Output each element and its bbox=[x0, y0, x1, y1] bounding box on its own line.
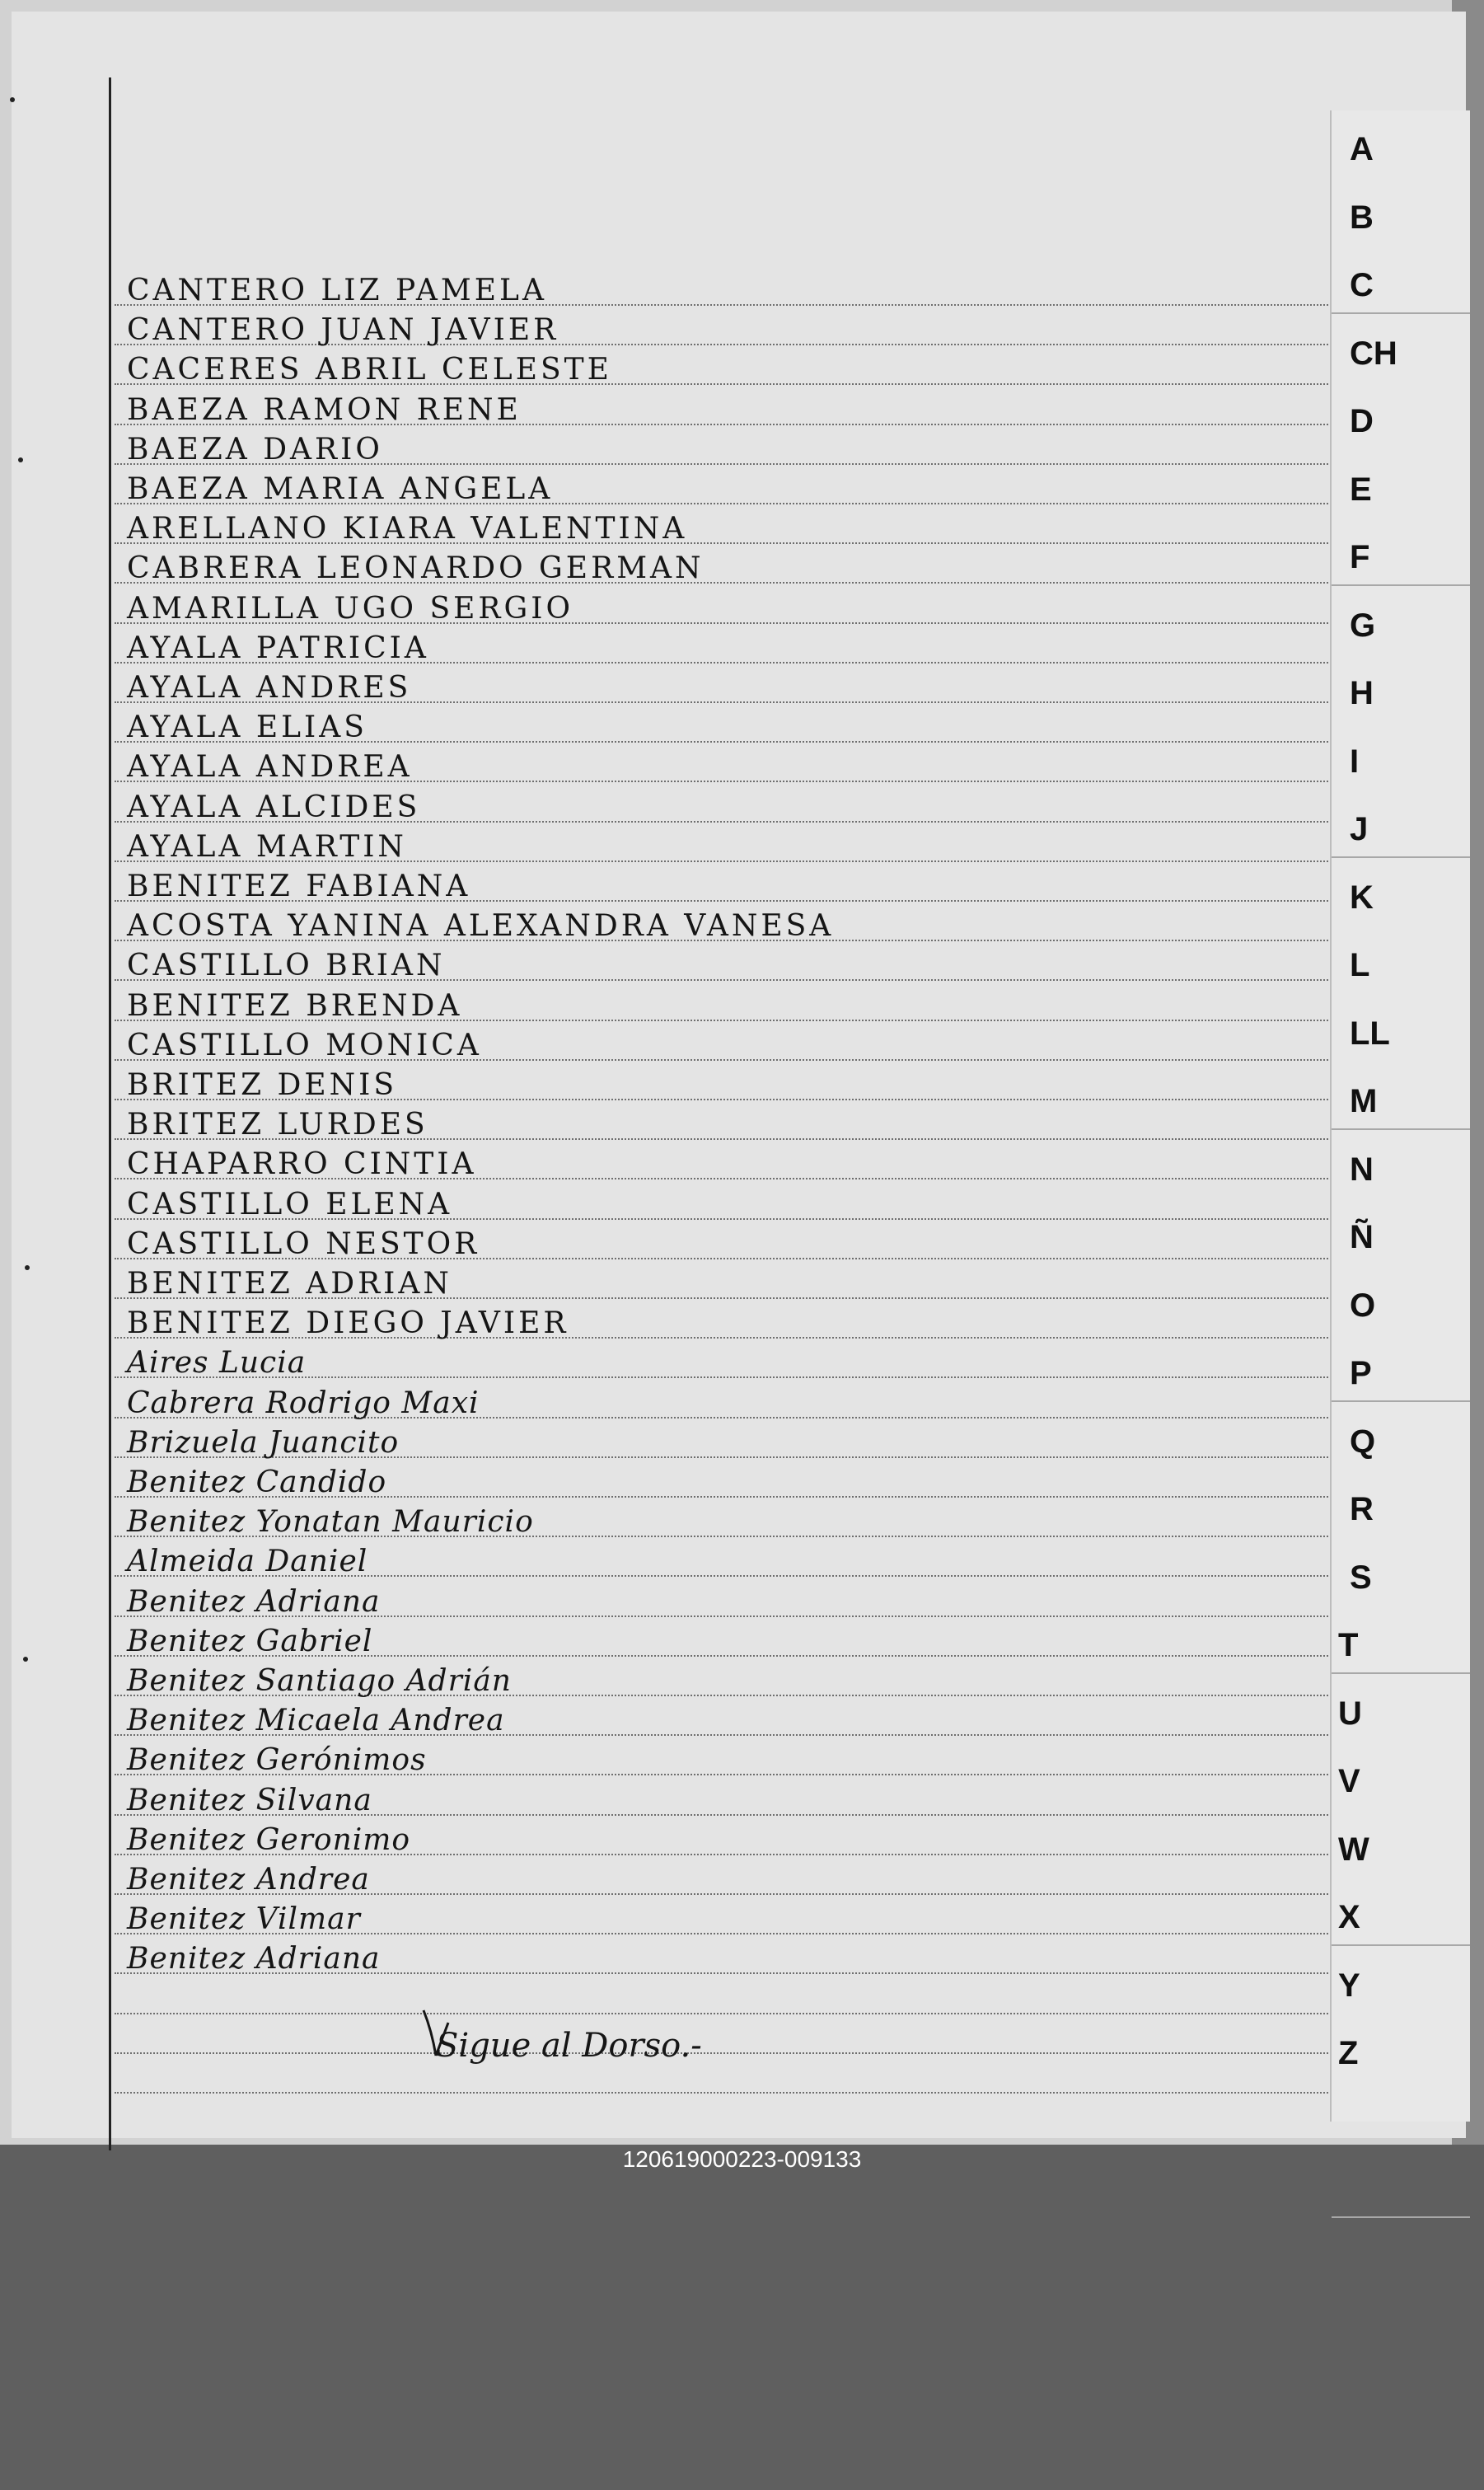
entry-name: Benitez Gabriel bbox=[127, 1624, 373, 1658]
index-tab-v[interactable]: V bbox=[1338, 1763, 1360, 1799]
index-tab-ch[interactable]: CH bbox=[1350, 335, 1397, 372]
entry-name: Benitez Micaela Andrea bbox=[127, 1704, 505, 1738]
entry-name: CASTILLO MONICA bbox=[127, 1028, 482, 1062]
index-tab-h[interactable]: H bbox=[1350, 675, 1374, 711]
entry-name: AMARILLA UGO SERGIO bbox=[127, 591, 574, 626]
entry-name: Benitez Silvana bbox=[127, 1783, 372, 1817]
entry-name: BAEZA DARIO bbox=[127, 432, 383, 467]
index-tab-i[interactable]: I bbox=[1350, 743, 1360, 780]
entry-name: BRITEZ DENIS bbox=[127, 1068, 398, 1102]
margin-line bbox=[109, 77, 111, 2150]
entry-name: BAEZA RAMON RENE bbox=[127, 392, 522, 427]
binder-hole-mark bbox=[10, 97, 15, 102]
entry-name: AYALA ALCIDES bbox=[127, 790, 421, 824]
index-tab-z[interactable]: Z bbox=[1338, 2035, 1359, 2071]
index-tab-e[interactable]: E bbox=[1350, 471, 1372, 508]
entry-name: AYALA ELIAS bbox=[127, 710, 367, 745]
entry-name: AYALA PATRICIA bbox=[127, 631, 429, 665]
entry-name: Benitez Vilmar bbox=[127, 1902, 361, 1937]
index-tab-g[interactable]: G bbox=[1350, 607, 1376, 644]
entry-name: CABRERA LEONARDO GERMAN bbox=[127, 551, 705, 586]
entry-name: Benitez Adriana bbox=[127, 1584, 381, 1619]
document-id: 120619000223-009133 bbox=[622, 2146, 862, 2172]
alphabet-index-strip bbox=[1330, 110, 1470, 2122]
entry-name: AYALA ANDRES bbox=[127, 671, 412, 705]
entry-name: CHAPARRO CINTIA bbox=[127, 1147, 477, 1182]
index-tab-k[interactable]: K bbox=[1350, 879, 1374, 916]
index-tab-x[interactable]: X bbox=[1338, 1899, 1360, 1935]
entry-name: CANTERO LIZ PAMELA bbox=[127, 274, 547, 307]
entry-name: BRITEZ LURDES bbox=[127, 1108, 428, 1142]
tab-plate bbox=[1332, 2216, 1470, 2490]
entry-name: Benitez Adriana bbox=[127, 1942, 381, 1977]
entry-name: BENITEZ FABIANA bbox=[127, 870, 471, 903]
index-tab-m[interactable]: M bbox=[1350, 1083, 1378, 1119]
entry-name: BENITEZ ADRIAN bbox=[127, 1267, 452, 1301]
index-tab-j[interactable]: J bbox=[1350, 811, 1369, 847]
entry-name: Benitez Andrea bbox=[127, 1863, 370, 1897]
index-tab-f[interactable]: F bbox=[1350, 539, 1370, 575]
index-tab-q[interactable]: Q bbox=[1350, 1423, 1376, 1460]
index-tab-t[interactable]: T bbox=[1338, 1627, 1359, 1663]
entry-name: Benitez Candido bbox=[127, 1465, 387, 1499]
entry-name: Benitez Santiago Adrián bbox=[127, 1664, 512, 1698]
entry-name: CACERES ABRIL CELESTE bbox=[127, 353, 612, 387]
entry-list bbox=[127, 12, 1445, 2155]
index-tab-u[interactable]: U bbox=[1338, 1695, 1362, 1732]
entry-name: AYALA MARTIN bbox=[127, 829, 407, 864]
entry-name: Benitez Yonatan Mauricio bbox=[127, 1505, 534, 1540]
ledger-page bbox=[12, 12, 1466, 2138]
entry-name: CASTILLO ELENA bbox=[127, 1187, 453, 1222]
entry-name: CASTILLO NESTOR bbox=[127, 1226, 480, 1261]
index-tab-d[interactable]: D bbox=[1350, 403, 1374, 439]
index-tab-n[interactable]: N bbox=[1350, 1151, 1374, 1188]
index-tab-r[interactable]: R bbox=[1350, 1491, 1374, 1527]
index-tab-y[interactable]: Y bbox=[1338, 1967, 1360, 2004]
entry-name: CANTERO JUAN JAVIER bbox=[127, 313, 559, 348]
binder-hole-mark bbox=[18, 457, 23, 462]
index-tab-ñ[interactable]: Ñ bbox=[1350, 1219, 1374, 1255]
entry-name: Brizuela Juancito bbox=[127, 1425, 400, 1460]
index-tab-s[interactable]: S bbox=[1350, 1559, 1372, 1596]
entry-name: BENITEZ BRENDA bbox=[127, 988, 463, 1023]
entry-name: Cabrera Rodrigo Maxi bbox=[127, 1386, 480, 1420]
binder-hole-mark bbox=[25, 1265, 30, 1270]
entry-name: Benitez Geronimo bbox=[127, 1822, 411, 1857]
entry-name: CASTILLO BRIAN bbox=[127, 949, 446, 983]
index-tab-b[interactable]: B bbox=[1350, 199, 1374, 236]
index-tab-w[interactable]: W bbox=[1338, 1831, 1369, 1868]
entry-name: ARELLANO KIARA VALENTINA bbox=[127, 512, 688, 546]
index-tab-p[interactable]: P bbox=[1350, 1355, 1372, 1391]
entry-name: BENITEZ DIEGO JAVIER bbox=[127, 1306, 569, 1341]
index-tab-a[interactable]: A bbox=[1350, 131, 1374, 167]
entry-name: ACOSTA YANINA ALEXANDRA VANESA bbox=[127, 909, 835, 944]
index-tab-l[interactable]: L bbox=[1350, 947, 1370, 983]
footer-note: Sigue al Dorso.- bbox=[436, 2027, 702, 2065]
index-tab-ll[interactable]: LL bbox=[1350, 1015, 1390, 1052]
index-tab-o[interactable]: O bbox=[1350, 1287, 1376, 1324]
binder-hole-mark bbox=[23, 1657, 28, 1662]
entry-name: BAEZA MARIA ANGELA bbox=[127, 472, 554, 506]
entry-name: Aires Lucia bbox=[127, 1346, 307, 1381]
index-tab-c[interactable]: C bbox=[1350, 267, 1374, 303]
entry-name: Almeida Daniel bbox=[127, 1545, 368, 1579]
entry-name: Benitez Gerónimos bbox=[127, 1743, 427, 1778]
entry-name: AYALA ANDREA bbox=[127, 750, 413, 785]
